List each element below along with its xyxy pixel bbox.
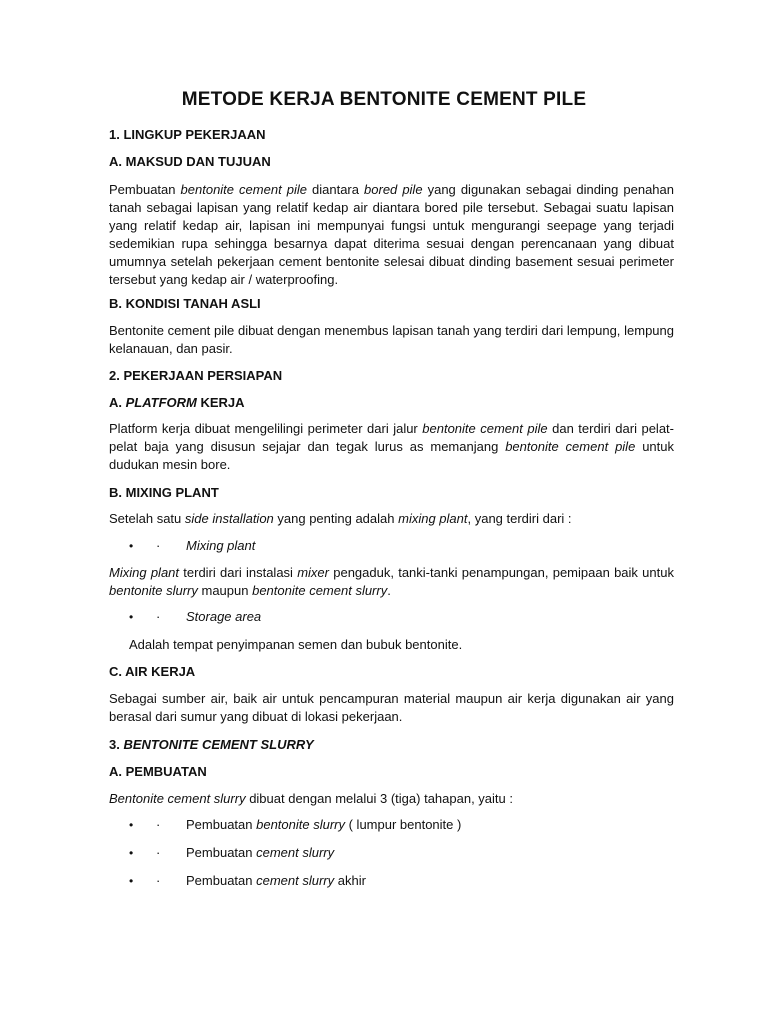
page-title: METODE KERJA BENTONITE CEMENT PILE (181, 89, 587, 110)
section-3a-heading: A. PEMBUATAN (109, 764, 207, 779)
section-3-heading: 3. BENTONITE CEMENT SLURRY (109, 737, 314, 752)
bullet-icon: • (129, 874, 134, 888)
list-item-storage-area (129, 608, 674, 626)
bullet-dot-icon: · (156, 873, 161, 888)
list-item-label: Storage area (186, 609, 262, 624)
section-1a-heading: A. MAKSUD DAN TUJUAN (109, 154, 271, 169)
list-item-mixing-plant (129, 537, 674, 555)
section-1b-heading: B. KONDISI TANAH ASLI (109, 296, 261, 311)
bullet-icon: • (129, 610, 134, 624)
bullet-dot-icon: · (156, 609, 161, 624)
section-1a-paragraph: Pembuatan bentonite cement pile diantara bored pile yang digunakan sebagai dinding penahan tanah sebagai lapisan yang relatif kedap air diantara bored pile tersebut. Sebagai suatu lapisan yang relatif kedap air, lapisan ini mempunyai fungsi untuk mengurangi seepage yang terjadi sedemikian rupa sehingga besarnya dapat diterima sesuai dengan perencanaan yang dibuat umumnya setelah pekerjaan cement bentonite selesai dibuat dinding basement sesuai perimeter tersebut yang kedap air / waterproofing. (109, 182, 675, 287)
bullet-icon: • (129, 539, 134, 553)
list-item-label: Pembuatan cement slurry akhir (186, 873, 366, 888)
section-2a-paragraph: Platform kerja dibuat mengelilingi perimeter dari jalur bentonite cement pile dan terdiri dari pelat-pelat baja yang disusun sejajar dan tegak lurus as memanjang bentonite cement pile untuk dudukan mesin bore. (109, 421, 674, 472)
bullet-dot-icon: · (156, 845, 161, 860)
list-item-label: Mixing plant (186, 538, 256, 553)
section-2b-paragraph: Setelah satu side installation yang penting adalah mixing plant, yang terdiri dari : (109, 511, 572, 526)
section-2c-heading: C. AIR KERJA (109, 664, 196, 679)
section-2c-paragraph: Sebagai sumber air, baik air untuk pencampuran material maupun air kerja digunakan air yang berasal dari sumur yang dibuat di lokasi pekerjaan. (109, 691, 674, 724)
bullet-dot-icon: · (156, 817, 161, 832)
section-2b-heading: B. MIXING PLANT (109, 485, 219, 500)
storage-area-paragraph: Adalah tempat penyimpanan semen dan bubuk bentonite. (129, 637, 463, 652)
mixing-plant-paragraph: Mixing plant terdiri dari instalasi mixer pengaduk, tanki-tanki penampungan, pemipaan baik untuk bentonite slurry maupun bentonite cement slurry. (109, 565, 674, 598)
section-3a-paragraph: Bentonite cement slurry dibuat dengan melalui 3 (tiga) tahapan, yaitu : (109, 791, 513, 806)
section-2a-heading: A. PLATFORM KERJA (109, 395, 245, 410)
list-item-step-1 (129, 816, 674, 834)
section-1-heading: 1. LINGKUP PEKERJAAN (109, 127, 266, 142)
list-item-label: Pembuatan bentonite slurry ( lumpur bentonite ) (186, 817, 462, 832)
list-item-step-3 (129, 872, 674, 890)
section-1b-paragraph: Bentonite cement pile dibuat dengan menembus lapisan tanah yang terdiri dari lempung, lempung kelanauan, dan pasir. (109, 323, 674, 356)
section-2-heading: 2. PEKERJAAN PERSIAPAN (109, 368, 283, 383)
bullet-icon: • (129, 818, 134, 832)
list-item-step-2 (129, 844, 674, 862)
bullet-icon: • (129, 846, 134, 860)
list-item-label: Pembuatan cement slurry (186, 845, 335, 860)
bullet-dot-icon: · (156, 538, 161, 553)
